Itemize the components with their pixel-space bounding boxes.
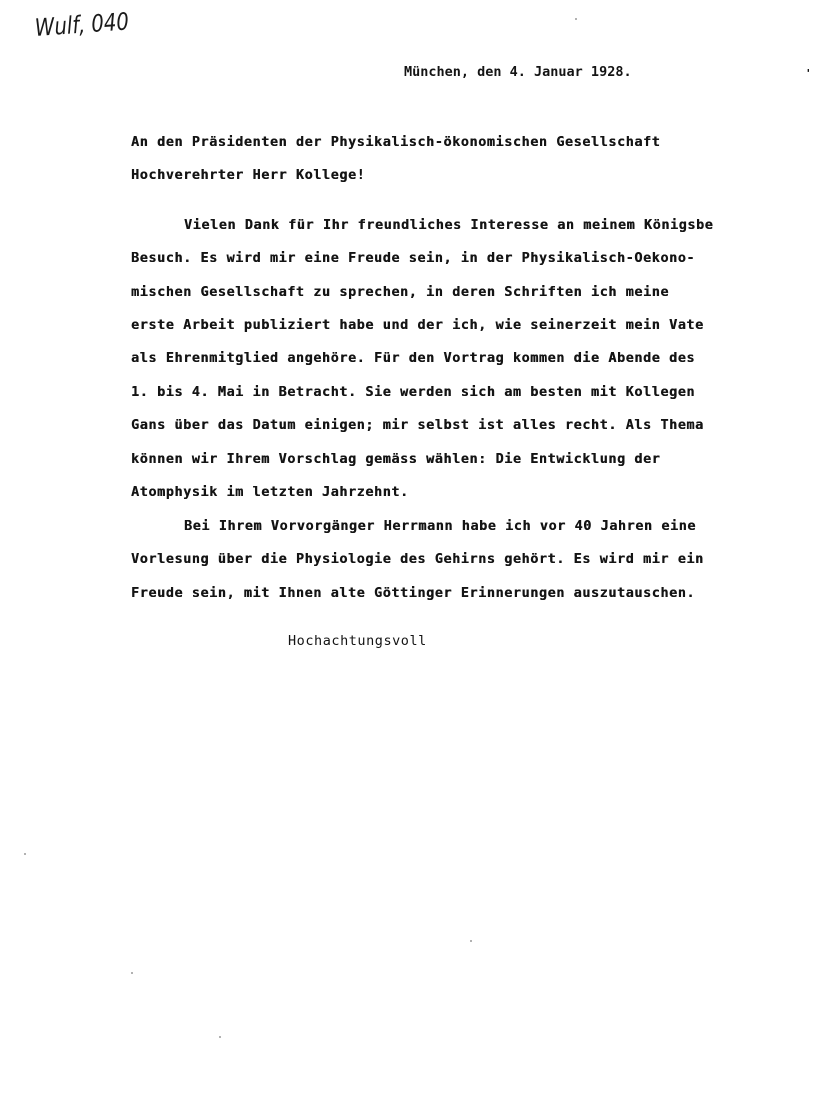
body-line: erste Arbeit publiziert habe und der ich, wie seinerzeit mein Vate xyxy=(131,317,704,333)
addressee-line: An den Präsidenten der Physikalisch-ökonomischen Gesellschaft xyxy=(131,134,661,150)
body-line: Besuch. Es wird mir eine Freude sein, in der Physikalisch-Oekono- xyxy=(131,250,696,266)
date-line: München, den 4. Januar 1928. xyxy=(404,64,632,80)
scan-speck xyxy=(575,18,577,20)
closing-line: Hochachtungsvoll xyxy=(288,633,427,649)
margin-mark: ' xyxy=(805,67,812,80)
body-line: Atomphysik im letzten Jahrzehnt. xyxy=(131,484,409,500)
body-line: 1. bis 4. Mai in Betracht. Sie werden sich am besten mit Kollegen xyxy=(131,384,696,400)
body-line: als Ehrenmitglied angehöre. Für den Vortrag kommen die Abende des xyxy=(131,350,696,366)
body-line: Freude sein, mit Ihnen alte Göttinger Erinnerungen auszutauschen. xyxy=(131,585,696,601)
body-line: Vorlesung über die Physiologie des Gehirns gehört. Es wird mir ein xyxy=(131,551,704,567)
scan-speck xyxy=(24,853,26,855)
scan-speck xyxy=(131,972,133,974)
body-line: mischen Gesellschaft zu sprechen, in deren Schriften ich meine xyxy=(131,284,670,300)
scan-speck xyxy=(219,1036,221,1038)
body-line: Vielen Dank für Ihr freundliches Interesse an meinem Königsbe xyxy=(184,217,714,233)
scan-speck xyxy=(470,940,472,942)
salutation-line: Hochverehrter Herr Kollege! xyxy=(131,167,366,183)
archive-mark: Wulf, 040 xyxy=(34,7,130,42)
body-line: Gans über das Datum einigen; mir selbst ist alles recht. Als Thema xyxy=(131,417,704,433)
body-line: können wir Ihrem Vorschlag gemäss wählen: Die Entwicklung der xyxy=(131,451,661,467)
body-line: Bei Ihrem Vorvorgänger Herrmann habe ich vor 40 Jahren eine xyxy=(184,518,696,534)
